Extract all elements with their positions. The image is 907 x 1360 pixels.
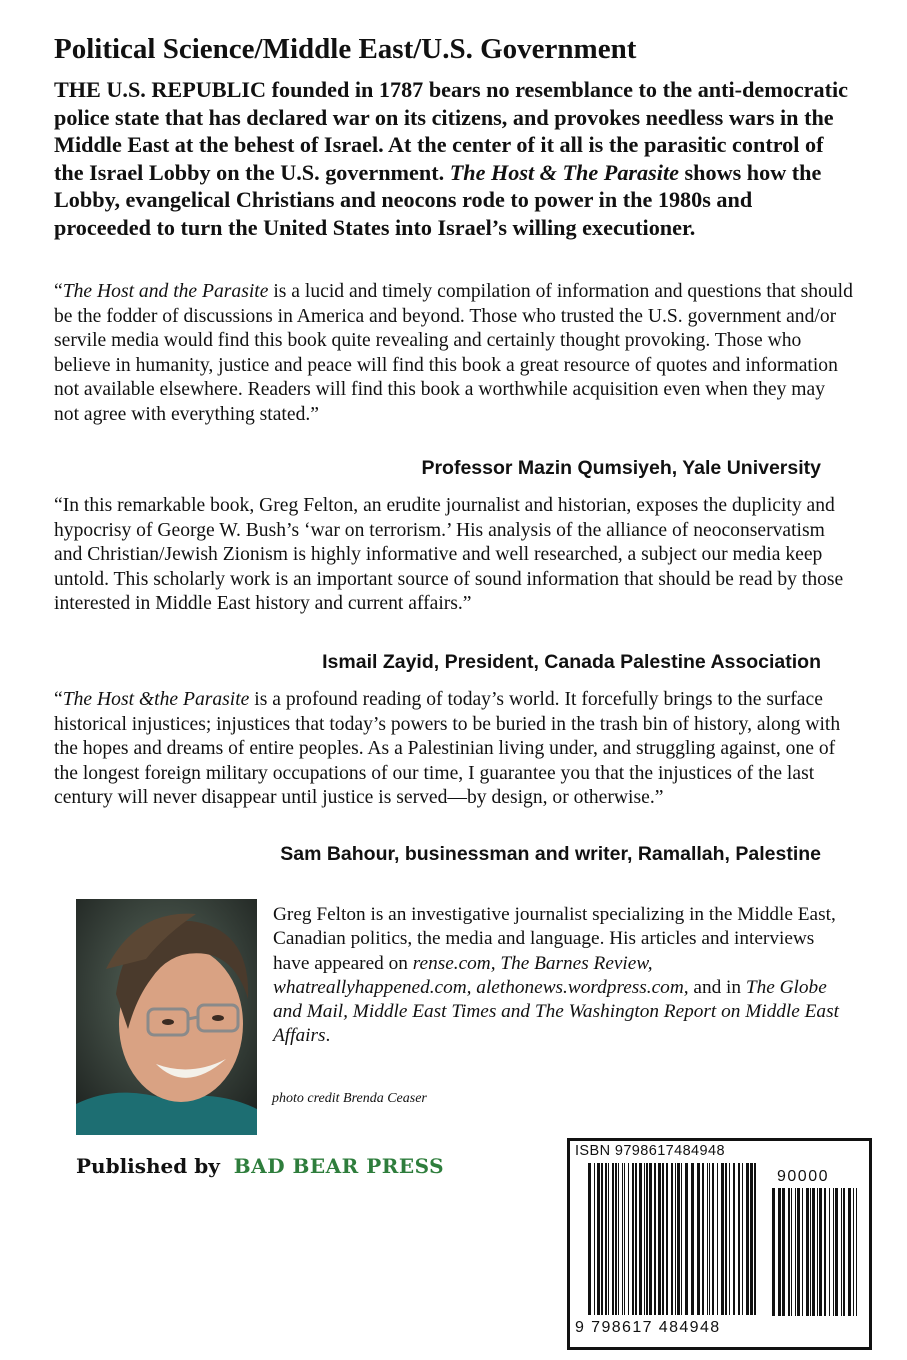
barcode-bar bbox=[835, 1188, 838, 1316]
bio-text-3: . bbox=[325, 1025, 331, 1047]
quote-3-text: is a profound reading of today’s world. It forcefully brings to the surface historical injustices; injustices that today’s powers to be buried in the trash bin of history, along with the hopes and dreams of entire peoples. As a Palestinian living under, and struggling against, one of the longest foreign military occupations of our time, I guarantee you that the injustices of the last century will never disappear until justice is served—by design, or otherwise.” bbox=[54, 689, 841, 809]
barcode-bar bbox=[662, 1163, 664, 1315]
barcode-bar bbox=[639, 1163, 642, 1315]
quote-3 bbox=[54, 688, 854, 811]
quote-2 bbox=[54, 494, 854, 617]
ean-barcode bbox=[588, 1163, 758, 1318]
barcode-bar bbox=[721, 1163, 724, 1315]
barcode-bar bbox=[795, 1188, 796, 1316]
barcode-bar bbox=[733, 1163, 735, 1315]
barcode-bar bbox=[612, 1163, 614, 1315]
barcode-bar bbox=[824, 1188, 826, 1316]
barcode-bar bbox=[742, 1163, 743, 1315]
barcode-bar bbox=[709, 1163, 710, 1315]
publisher-name: BAD BEAR PRESS bbox=[233, 1154, 445, 1178]
bio-outlets-1: rense.com, The Barnes Review, whatreallyhappened.com, alethonews.wordpress.com, bbox=[273, 952, 689, 998]
barcode-bar bbox=[725, 1163, 727, 1315]
barcode-bar bbox=[778, 1188, 781, 1316]
barcode-bar bbox=[624, 1163, 625, 1315]
barcode-bar bbox=[788, 1188, 790, 1316]
barcode-bar bbox=[618, 1163, 619, 1315]
barcode-bar bbox=[588, 1163, 591, 1315]
quote-3-attribution: Sam Bahour, businessman and writer, Ramallah, Palestine bbox=[280, 843, 821, 865]
barcode-bar bbox=[681, 1163, 682, 1315]
barcode-bar bbox=[829, 1188, 830, 1316]
author-photo bbox=[76, 899, 257, 1135]
quote-2-open: “ bbox=[54, 495, 63, 516]
photo-credit: photo credit Brenda Ceaser bbox=[272, 1091, 427, 1106]
quote-2-attribution: Ismail Zayid, President, Canada Palestine Association bbox=[322, 651, 821, 673]
category-heading: Political Science/Middle East/U.S. Government bbox=[54, 33, 637, 65]
barcode-bar bbox=[622, 1163, 623, 1315]
barcode-bar bbox=[848, 1188, 851, 1316]
barcode-bar bbox=[675, 1163, 676, 1315]
barcode-bar bbox=[750, 1163, 753, 1315]
barcode-bar bbox=[797, 1188, 800, 1316]
barcode-bar bbox=[646, 1163, 648, 1315]
barcode-bar bbox=[843, 1188, 845, 1316]
barcode-bar bbox=[833, 1188, 834, 1316]
publisher-line bbox=[76, 1154, 444, 1178]
author-bio bbox=[273, 903, 853, 1049]
quote-1-title: The Host and the Parasite bbox=[62, 281, 269, 302]
quote-1-text: is a lucid and timely compilation of information and questions that should be the fodder of discussions in America and beyond. Those who trusted the U.S. government and/or servile media would find this book quite revealing and certainly thought provoking. Those who believe in humanity, justice and peace will find this book a great resource of quotes and information not available elsewhere. Readers will find this book a worthwhile acquisition even when they may not agree with everything stated.” bbox=[54, 281, 853, 425]
barcode-bar bbox=[802, 1188, 803, 1316]
barcode-bar bbox=[772, 1188, 775, 1316]
barcode-digits: 9 798617 484948 bbox=[575, 1319, 721, 1336]
barcode-bar bbox=[644, 1163, 645, 1315]
quote-1-open: “ bbox=[54, 281, 63, 302]
barcode-bar bbox=[608, 1163, 609, 1315]
barcode-bar bbox=[649, 1163, 652, 1315]
barcode-bar bbox=[856, 1188, 857, 1316]
quote-2-text: In this remarkable book, Greg Felton, an erudite journalist and historian, exposes the duplicity and hypocrisy of George W. Bush’s ‘war on terrorism.’ His analysis of the alliance of neoconservatism and Christian/Jewish Zionism is highly informative and well researched, a subject our media keep untold. This scholarly work is an important source of sound information that should be read by those interested in Middle East history and current affairs.” bbox=[54, 495, 844, 615]
quote-3-open: “ bbox=[54, 689, 63, 710]
barcode-bar bbox=[746, 1163, 749, 1315]
publisher-label: Published by bbox=[76, 1154, 220, 1178]
barcode-bar bbox=[601, 1163, 603, 1315]
bio-text-2: and in bbox=[688, 976, 746, 998]
barcode-bar bbox=[635, 1163, 637, 1315]
barcode-bar bbox=[817, 1188, 818, 1316]
barcode-bar bbox=[685, 1163, 688, 1315]
barcode-bar bbox=[702, 1163, 704, 1315]
barcode-bar bbox=[597, 1163, 600, 1315]
bio-outlets-2: The Globe and Mail, Middle East Times and The Washington Report on Middle East Affairs bbox=[273, 976, 839, 1047]
isbn-label: ISBN 9798617484948 bbox=[575, 1143, 725, 1159]
barcode-bar bbox=[806, 1188, 809, 1316]
quote-1-attribution: Professor Mazin Qumsiyeh, Yale University bbox=[421, 457, 821, 479]
barcode-bar bbox=[791, 1188, 792, 1316]
barcode-bar bbox=[671, 1163, 673, 1315]
barcode-bar bbox=[707, 1163, 708, 1315]
barcode-bar bbox=[729, 1163, 730, 1315]
barcode-bar bbox=[658, 1163, 661, 1315]
barcode-bar bbox=[738, 1163, 740, 1315]
barcode-bar bbox=[810, 1188, 811, 1316]
barcode-bar bbox=[717, 1163, 718, 1315]
barcode-bar bbox=[712, 1163, 714, 1315]
barcode-bar bbox=[632, 1163, 634, 1315]
barcode-bar bbox=[697, 1163, 700, 1315]
quote-1 bbox=[54, 280, 854, 428]
intro-text-2: shows how the Lobby, evangelical Christians and neocons rode to power in the 1980s and proceeded to turn the United States into Israel’s willing executioner. bbox=[54, 159, 822, 240]
bio-text-1: Greg Felton is an investigative journalist specializing in the Middle East, Canadian politics, the media and language. His articles and interviews have appeared on bbox=[273, 904, 836, 974]
intro-text-1: THE U.S. REPUBLIC founded in 1787 bears no resemblance to the anti-democratic police state that has declared war on its citizens, and provokes needless wars in the Middle East at the behest of Israel. At the center of it all is the parasitic control of the Israel Lobby on the U.S. government. bbox=[54, 77, 849, 185]
intro-book-title: The Host & The Parasite bbox=[449, 159, 679, 185]
barcode-bar bbox=[819, 1188, 822, 1316]
barcode-bar bbox=[782, 1188, 785, 1316]
barcode-bar bbox=[754, 1163, 756, 1315]
intro-paragraph bbox=[54, 76, 854, 241]
barcode-bar bbox=[628, 1163, 629, 1315]
price-code: 90000 bbox=[777, 1168, 829, 1185]
barcode-bar bbox=[677, 1163, 680, 1315]
barcode-bar bbox=[666, 1163, 668, 1315]
quote-3-title: The Host &the Parasite bbox=[62, 689, 250, 710]
barcode-bar bbox=[812, 1188, 815, 1316]
barcode-bar bbox=[853, 1188, 854, 1316]
barcode-bar bbox=[691, 1163, 694, 1315]
barcode-bar bbox=[605, 1163, 607, 1315]
barcode-bar bbox=[615, 1163, 617, 1315]
barcode-bar bbox=[841, 1188, 842, 1316]
barcode-bar bbox=[654, 1163, 656, 1315]
addon-barcode bbox=[772, 1188, 862, 1318]
barcode-bar bbox=[594, 1163, 595, 1315]
